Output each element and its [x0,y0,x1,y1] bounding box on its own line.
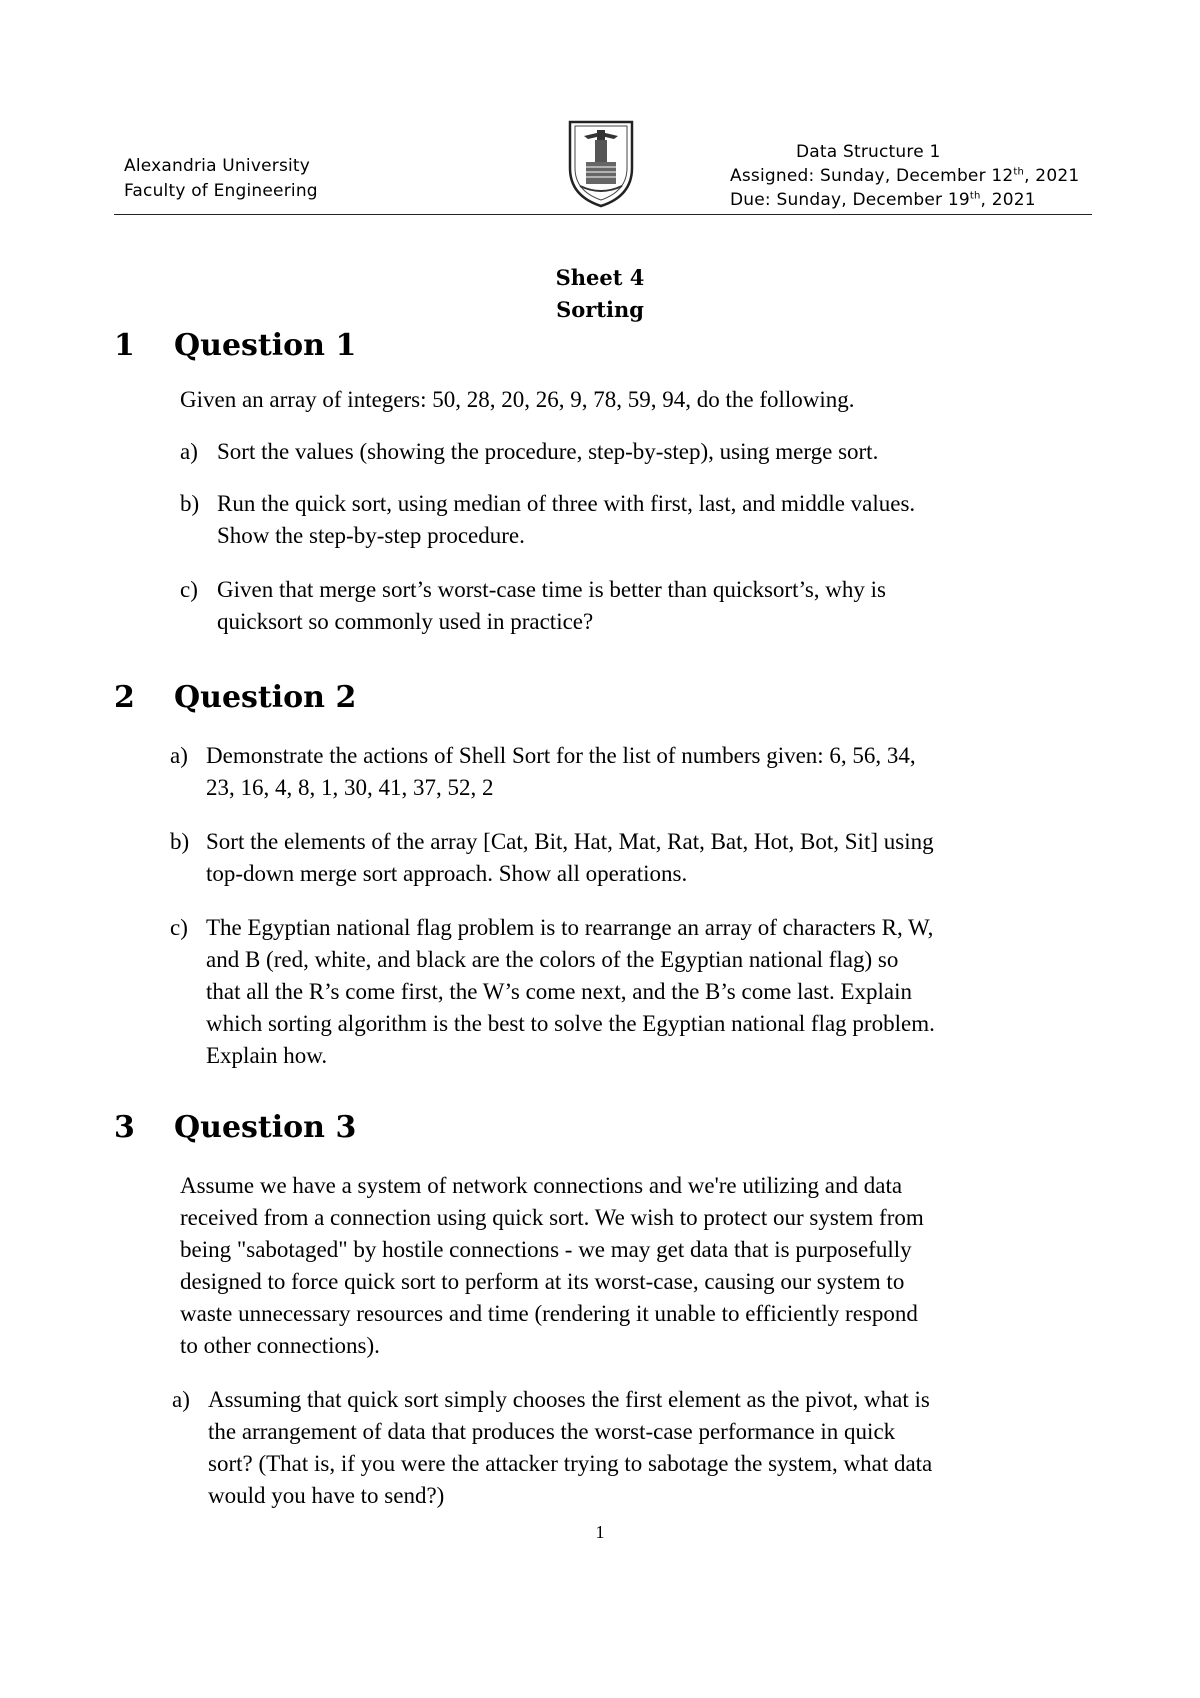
header-divider [114,214,1092,215]
header-right [730,140,1090,212]
question-number: 1 [114,328,135,363]
question-heading: Question 2 [174,680,357,715]
item-text: Demonstrate the actions of Shell Sort for the list of numbers given: 6, 56, 34, [206,743,916,768]
item-text: Assuming that quick sort simply chooses the first element as the pivot, what is [208,1387,930,1412]
item-text: Given that merge sort’s worst-case time is better than quicksort’s, why is [217,577,886,602]
question-intro: Given an array of integers: 50, 28, 20, 26, 9, 78, 59, 94, do the following. [180,387,855,412]
item-label: b) [170,829,190,854]
question-intro: to other connections). [180,1333,380,1358]
item-text: and B (red, white, and black are the colors of the Egyptian national flag) so [206,947,899,972]
due-date: Due: Sunday, December 19th, 2021 [730,190,1036,210]
item-text: would you have to send?) [208,1483,445,1508]
question-intro: waste unnecessary resources and time (rendering it unable to efficiently respond [180,1301,918,1326]
item-text: the arrangement of data that produces the worst-case performance in quick [208,1419,896,1444]
item-text: Sort the elements of the array [Cat, Bit, Hat, Mat, Rat, Bat, Hot, Bot, Sit] using [206,829,934,854]
item-label: c) [170,915,188,940]
item-label: a) [170,743,188,768]
course-name: Data Structure 1 [796,142,941,162]
assigned-date: Assigned: Sunday, December 12th, 2021 [730,166,1080,186]
university-logo-icon [562,116,640,210]
item-label: b) [180,491,200,516]
item-text: quicksort so commonly used in practice? [217,609,594,634]
faculty-name: Faculty of Engineering [124,181,318,201]
header-left [124,154,318,204]
question-heading: Question 1 [174,328,357,363]
question-intro: received from a connection using quick sort. We wish to protect our system from [180,1205,924,1230]
item-text: which sorting algorithm is the best to solve the Egyptian national flag problem. [206,1011,935,1036]
item-text: Show the step-by-step procedure. [217,523,525,548]
item-label: a) [180,439,198,464]
question-heading: Question 3 [174,1110,357,1145]
item-text: 23, 16, 4, 8, 1, 30, 41, 37, 52, 2 [206,775,494,800]
item-label: a) [172,1387,190,1412]
item-text: that all the R’s come first, the W’s come next, and the B’s come last. Explain [206,979,913,1004]
question-intro: Assume we have a system of network connections and we're utilizing and data [180,1173,903,1198]
item-text: Explain how. [206,1043,328,1068]
item-text: Run the quick sort, using median of three with first, last, and middle values. [217,491,916,516]
item-text: Sort the values (showing the procedure, step-by-step), using merge sort. [217,439,879,464]
question-number: 3 [114,1110,135,1145]
item-text: The Egyptian national flag problem is to rearrange an array of characters R, W, [206,915,934,940]
item-text: sort? (That is, if you were the attacker trying to sabotage the system, what data [208,1451,933,1476]
question-number: 2 [114,680,135,715]
question-intro: being "sabotaged" by hostile connections - we may get data that is purposefully [180,1237,912,1262]
item-text: top-down merge sort approach. Show all operations. [206,861,688,886]
question-intro: designed to force quick sort to perform at its worst-case, causing our system to [180,1269,905,1294]
university-name: Alexandria University [124,156,311,176]
page-number: 1 [595,1522,605,1542]
item-label: c) [180,577,198,602]
sheet-title: Sheet 4 [555,265,645,290]
sheet-topic: Sorting [556,297,644,322]
